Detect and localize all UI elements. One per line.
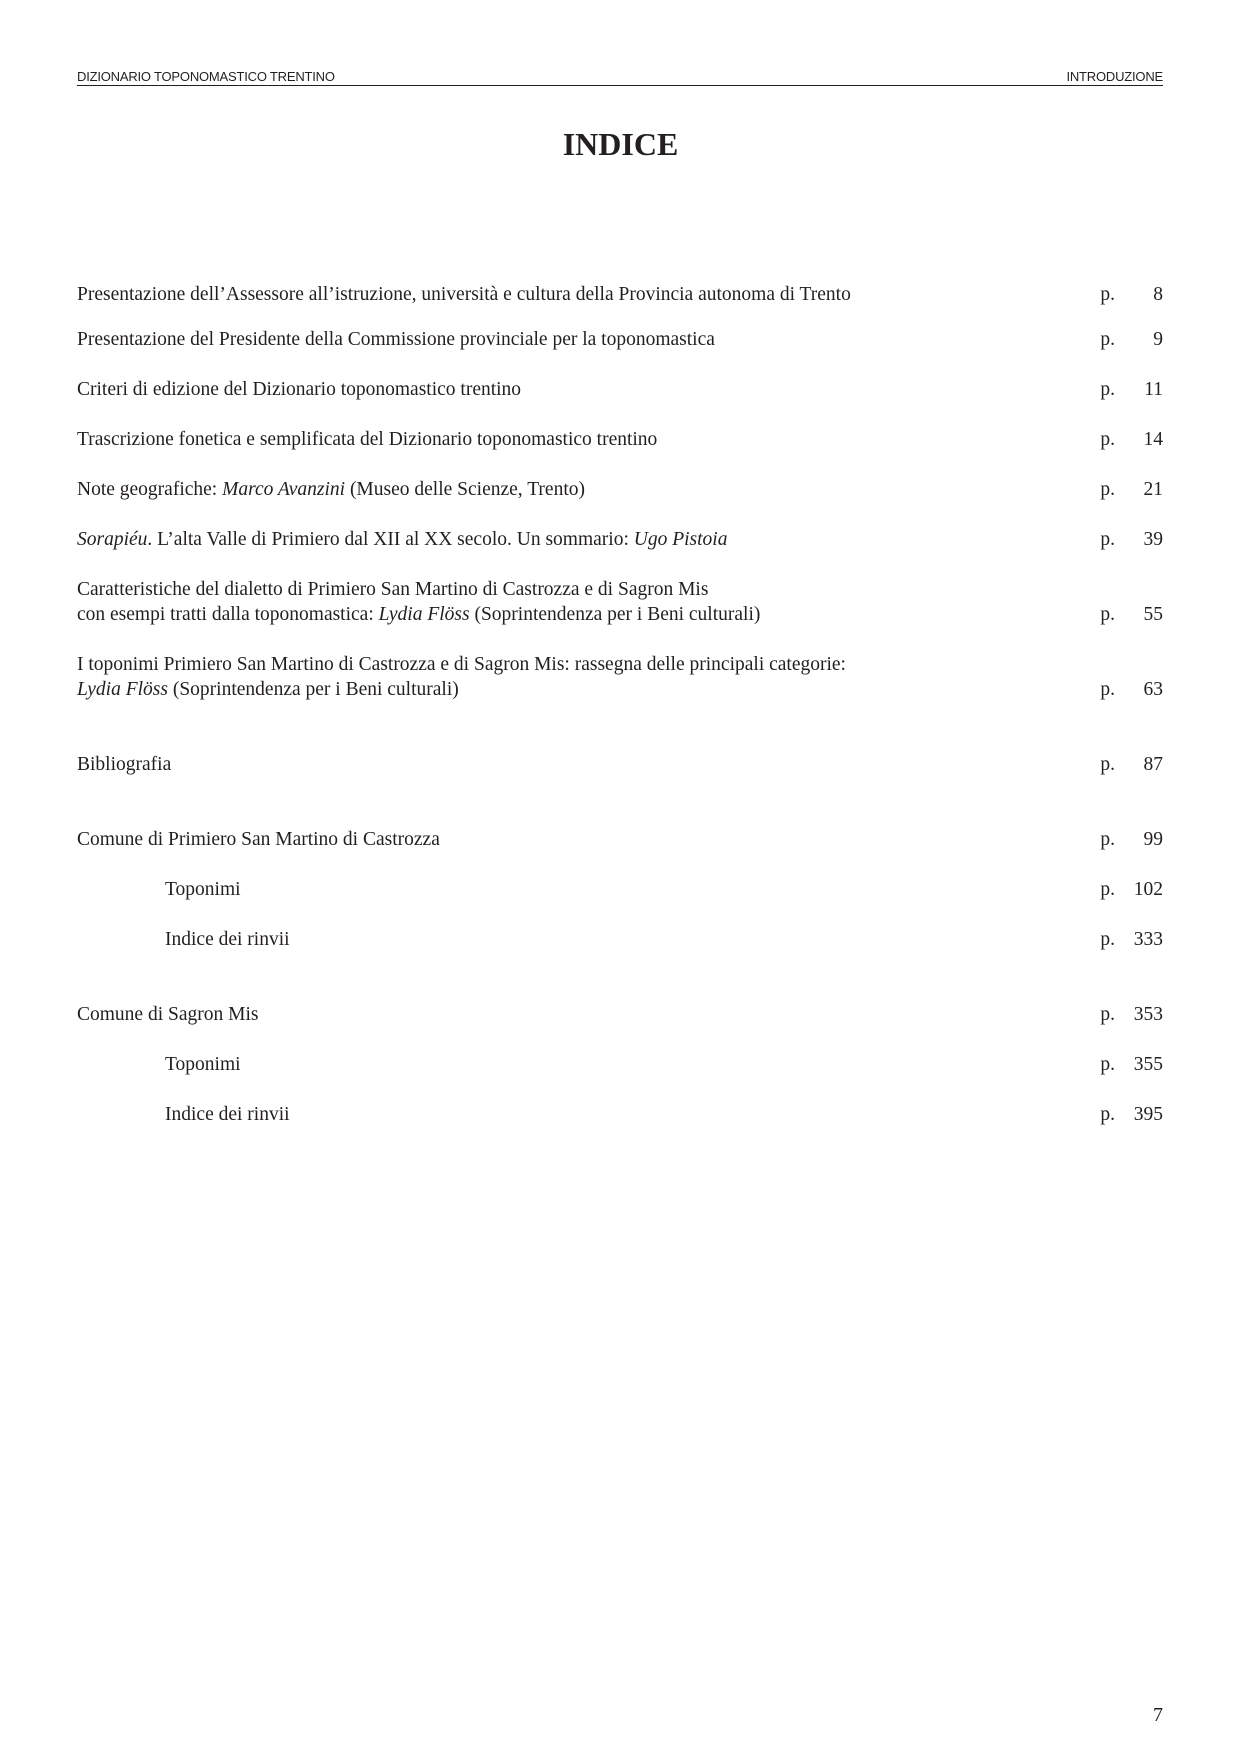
page-prefix: p. [1100,929,1115,950]
toc-entry-label: Indice dei rinvii [165,929,290,950]
toc-page-number: 21 [1143,479,1163,500]
toc-entry-text: Note geografiche: [77,479,223,500]
page-prefix: p. [1100,1104,1115,1125]
toc-entry-term: Sorapiéu [77,529,148,550]
toc-entry-label: Comune di Primiero San Martino di Castrozza [77,829,440,850]
table-of-contents [77,0,1163,1754]
toc-entry-label: Presentazione dell’Assessore all’istruzione, università e cultura della Provincia autonoma di Trento [77,284,851,305]
toc-page-number: 9 [1153,329,1163,350]
toc-entry-affiliation: (Museo delle Scienze, Trento) [345,479,585,500]
page-prefix: p. [1100,284,1115,305]
toc-entry-sorapieu [77,527,1163,552]
toc-entry-comune-primiero [77,827,1163,852]
page-prefix: p. [1100,604,1115,625]
toc-entry-trascrizione-fonetica [77,427,1163,452]
page-prefix: p. [1100,479,1115,500]
page-prefix: p. [1100,329,1115,350]
toc-page-number: 39 [1143,529,1163,550]
toc-entry-caratteristiche-dialetto [77,577,1163,627]
toc-entry-author: Lydia Flöss [77,679,168,700]
toc-entry-label: Comune di Sagron Mis [77,1004,259,1025]
toc-entry-author: Lydia Flöss [378,604,470,625]
toc-entry-presentazione-assessore [77,282,1163,307]
toc-page-number: 353 [1133,1004,1163,1025]
toc-entry-label: Toponimi [165,879,241,900]
page-prefix: p. [1100,754,1115,775]
toc-page-number: 99 [1143,829,1163,850]
toc-entry-label: Presentazione del Presidente della Commissione provinciale per la toponomastica [77,329,715,350]
toc-page-number: 102 [1133,879,1163,900]
page-prefix: p. [1100,829,1115,850]
toc-entry-primiero-indice-rinvii [77,927,1163,952]
toc-entry-label [77,477,1003,502]
toc-entry-label: Toponimi [165,1054,241,1075]
toc-entry-text: con esempi tratti dalla toponomastica: [77,604,379,625]
page-title: INDICE [562,126,679,162]
toc-entry-presentazione-presidente [77,327,1163,352]
page-prefix: p. [1100,1004,1115,1025]
toc-entry-text-line1: I toponimi Primiero San Martino di Castrozza e di Sagron Mis: rassegna delle principali categorie: [77,654,846,675]
toc-page-number: 14 [1143,429,1163,450]
toc-page-number: 63 [1143,679,1163,700]
page-prefix: p. [1100,1054,1115,1075]
toc-entry-toponimi-rassegna [77,652,1163,702]
toc-entry-author: Ugo Pistoia [633,529,728,550]
header-publication-title: DIZIONARIO TOPONOMASTICO TRENTINO [77,69,335,84]
toc-page-number: 87 [1143,754,1163,775]
page-prefix: p. [1100,429,1115,450]
toc-entry-label: Trascrizione fonetica e semplificata del Dizionario toponomastico trentino [77,429,658,450]
header-section-title: INTRODUZIONE [1066,69,1163,84]
toc-entry-label: Criteri di edizione del Dizionario toponomastico trentino [77,379,522,400]
page-prefix: p. [1100,529,1115,550]
page-prefix: p. [1100,679,1115,700]
toc-entry-comune-sagron-mis [77,1002,1163,1027]
toc-entry-note-geografiche [77,477,1163,502]
toc-entry-label [77,577,1003,627]
toc-entry-label [77,652,1003,702]
toc-page-number: 55 [1143,604,1163,625]
page-prefix: p. [1100,879,1115,900]
toc-page-number: 8 [1153,284,1163,305]
toc-entry-affiliation: (Soprintendenza per i Beni culturali) [167,679,459,700]
toc-entry-sagron-toponimi [77,1052,1163,1077]
toc-entry-primiero-toponimi [77,877,1163,902]
toc-entry-author: Marco Avanzini [222,479,346,500]
toc-entry-text-line1: Caratteristiche del dialetto di Primiero San Martino di Castrozza e di Sagron Mis [77,579,709,600]
page-prefix: p. [1100,379,1115,400]
toc-page-number: 395 [1133,1104,1163,1125]
toc-entry-bibliografia [77,752,1163,777]
toc-page-number: 333 [1133,929,1163,950]
toc-entry-affiliation: (Soprintendenza per i Beni culturali) [469,604,761,625]
toc-entry-label [77,527,1003,552]
toc-entry-label: Indice dei rinvii [165,1104,290,1125]
toc-page-number: 11 [1144,379,1163,400]
toc-page-number: 355 [1133,1054,1163,1075]
toc-entry-label: Bibliografia [77,754,172,775]
toc-entry-sagron-indice-rinvii [77,1102,1163,1127]
page-number: 7 [1153,1704,1163,1726]
toc-entry-criteri-edizione [77,377,1163,402]
toc-entry-text: . L’alta Valle di Primiero dal XII al XX secolo. Un sommario: [147,529,634,550]
